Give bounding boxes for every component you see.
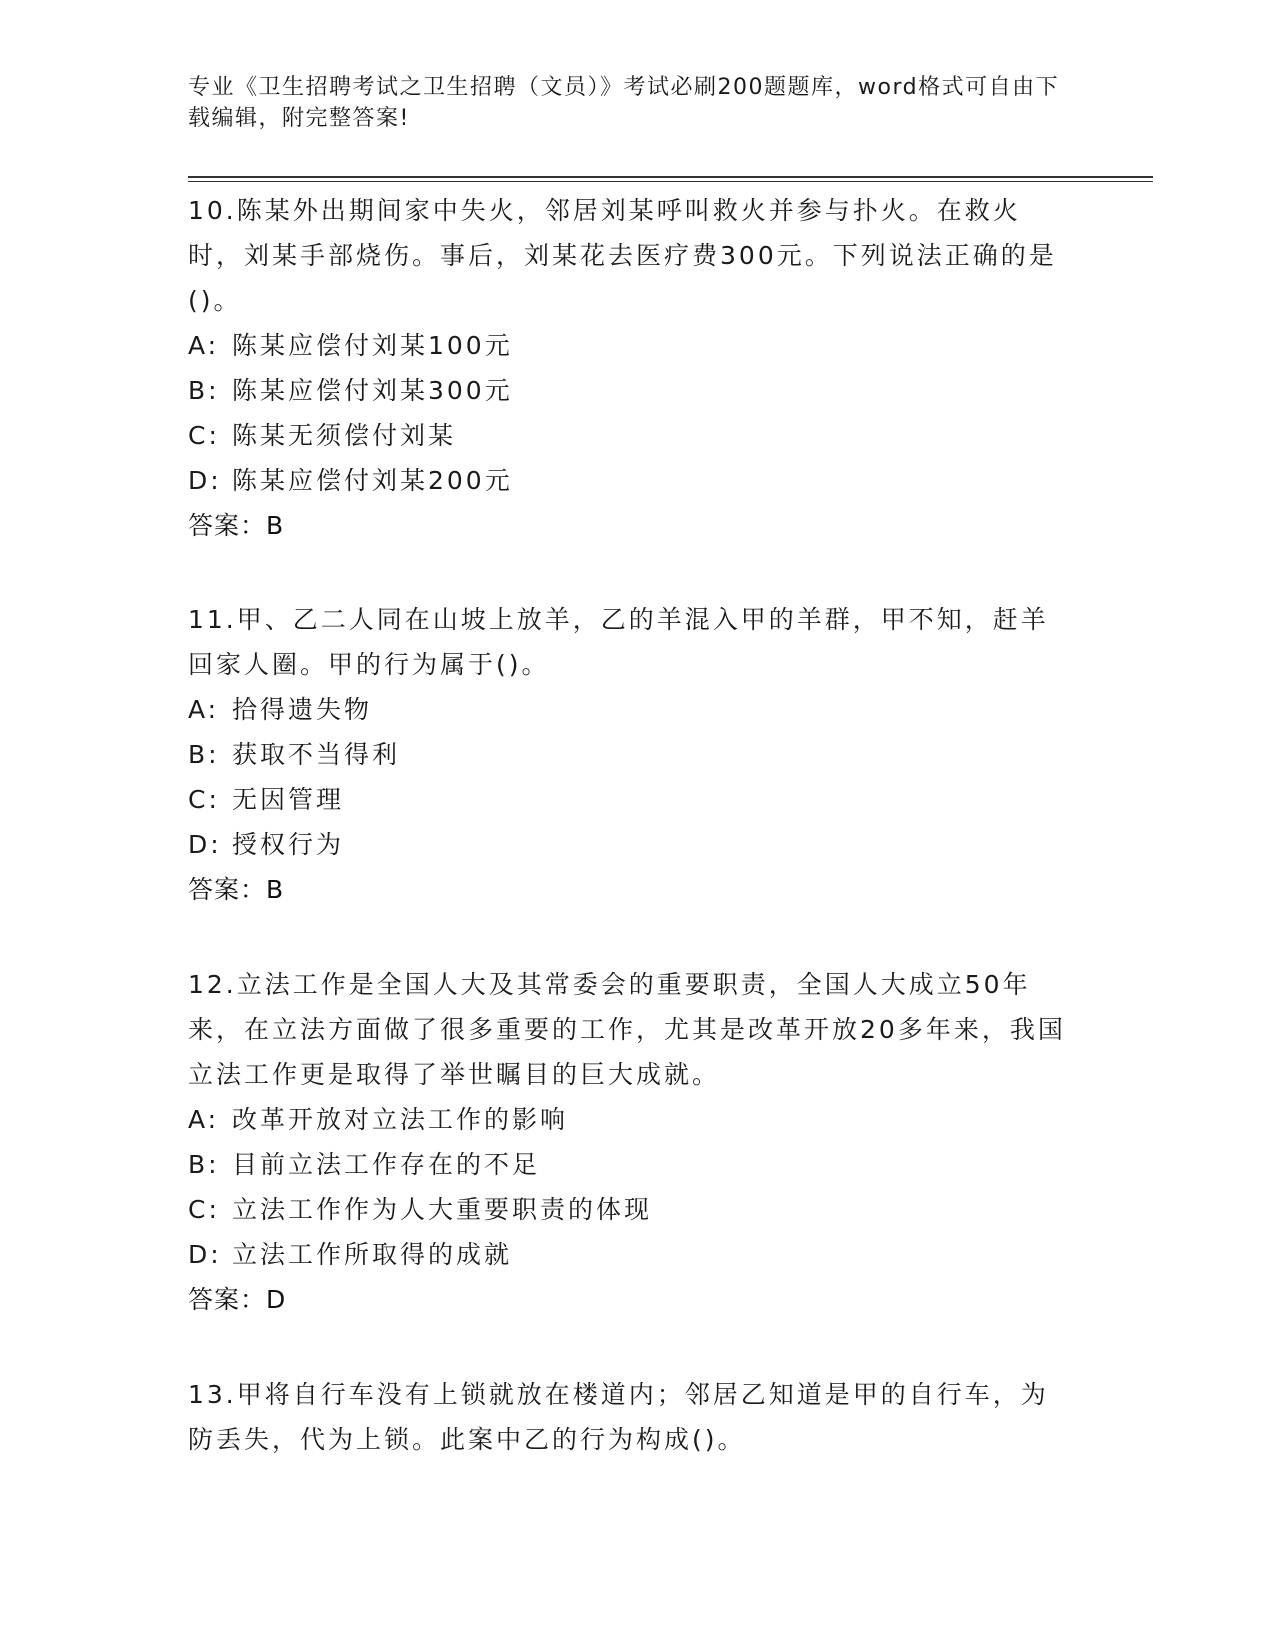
option-text: 授权行为 (232, 830, 345, 859)
option-letter: D: (188, 466, 222, 495)
option-text: 立法工作所取得的成就 (232, 1240, 513, 1269)
option-letter: C: (188, 421, 220, 450)
option-text: 陈某应偿付刘某100元 (232, 331, 513, 360)
option-list (188, 1097, 1068, 1277)
option-letter: B: (188, 376, 220, 405)
option-a (188, 687, 1068, 732)
option-a (188, 323, 1068, 368)
option-a (188, 1097, 1068, 1142)
option-letter: C: (188, 785, 220, 814)
option-letter: A: (188, 695, 220, 724)
option-letter: C: (188, 1195, 220, 1224)
option-letter: A: (188, 1105, 220, 1134)
option-text: 拾得遗失物 (232, 695, 373, 724)
option-letter: D: (188, 1240, 222, 1269)
question-10 (188, 188, 1068, 548)
option-letter: A: (188, 331, 220, 360)
option-text: 陈某无须偿付刘某 (232, 421, 457, 450)
option-text: 改革开放对立法工作的影响 (232, 1105, 569, 1134)
question-11 (188, 597, 1068, 912)
option-text: 无因管理 (232, 785, 345, 814)
option-list (188, 687, 1068, 867)
option-b (188, 368, 1068, 413)
header-divider-thin (188, 181, 1153, 182)
option-list (188, 323, 1068, 503)
question-13 (188, 1372, 1068, 1462)
option-c (188, 1187, 1068, 1232)
answer-line: 答案：D (188, 1285, 287, 1314)
option-b (188, 1142, 1068, 1187)
header-divider (188, 176, 1153, 178)
option-d (188, 458, 1068, 503)
question-stem: 12.立法工作是全国人大及其常委会的重要职责，全国人大成立50年来，在立法方面做了很多重要的工作，尤其是改革开放20多年来，我国立法工作更是取得了举世瞩目的巨大成就。 (188, 970, 1066, 1089)
option-c (188, 777, 1068, 822)
option-b (188, 732, 1068, 777)
option-d (188, 822, 1068, 867)
option-letter: B: (188, 740, 220, 769)
question-stem: 10.陈某外出期间家中失火，邻居刘某呼叫救火并参与扑火。在救火时，刘某手部烧伤。事后，刘某花去医疗费300元。下列说法正确的是()。 (188, 196, 1057, 315)
answer-line: 答案：B (188, 875, 285, 904)
option-letter: B: (188, 1150, 220, 1179)
document-header: 专业《卫生招聘考试之卫生招聘（文员）》考试必刷200题题库，word格式可自由下载编辑，附完整答案! (188, 75, 1060, 131)
question-stem: 13.甲将自行车没有上锁就放在楼道内；邻居乙知道是甲的自行车，为防丢失，代为上锁。此案中乙的行为构成()。 (188, 1380, 1049, 1454)
question-stem: 11.甲、乙二人同在山坡上放羊，乙的羊混入甲的羊群，甲不知，赶羊回家人圈。甲的行为属于()。 (188, 605, 1049, 679)
option-text: 陈某应偿付刘某300元 (232, 376, 513, 405)
question-12 (188, 962, 1068, 1322)
option-text: 立法工作作为人大重要职责的体现 (232, 1195, 653, 1224)
answer-line: 答案：B (188, 511, 285, 540)
option-letter: D: (188, 830, 222, 859)
option-text: 获取不当得利 (232, 740, 401, 769)
option-d (188, 1232, 1068, 1277)
option-text: 陈某应偿付刘某200元 (232, 466, 513, 495)
option-text: 目前立法工作存在的不足 (232, 1150, 541, 1179)
option-c (188, 413, 1068, 458)
